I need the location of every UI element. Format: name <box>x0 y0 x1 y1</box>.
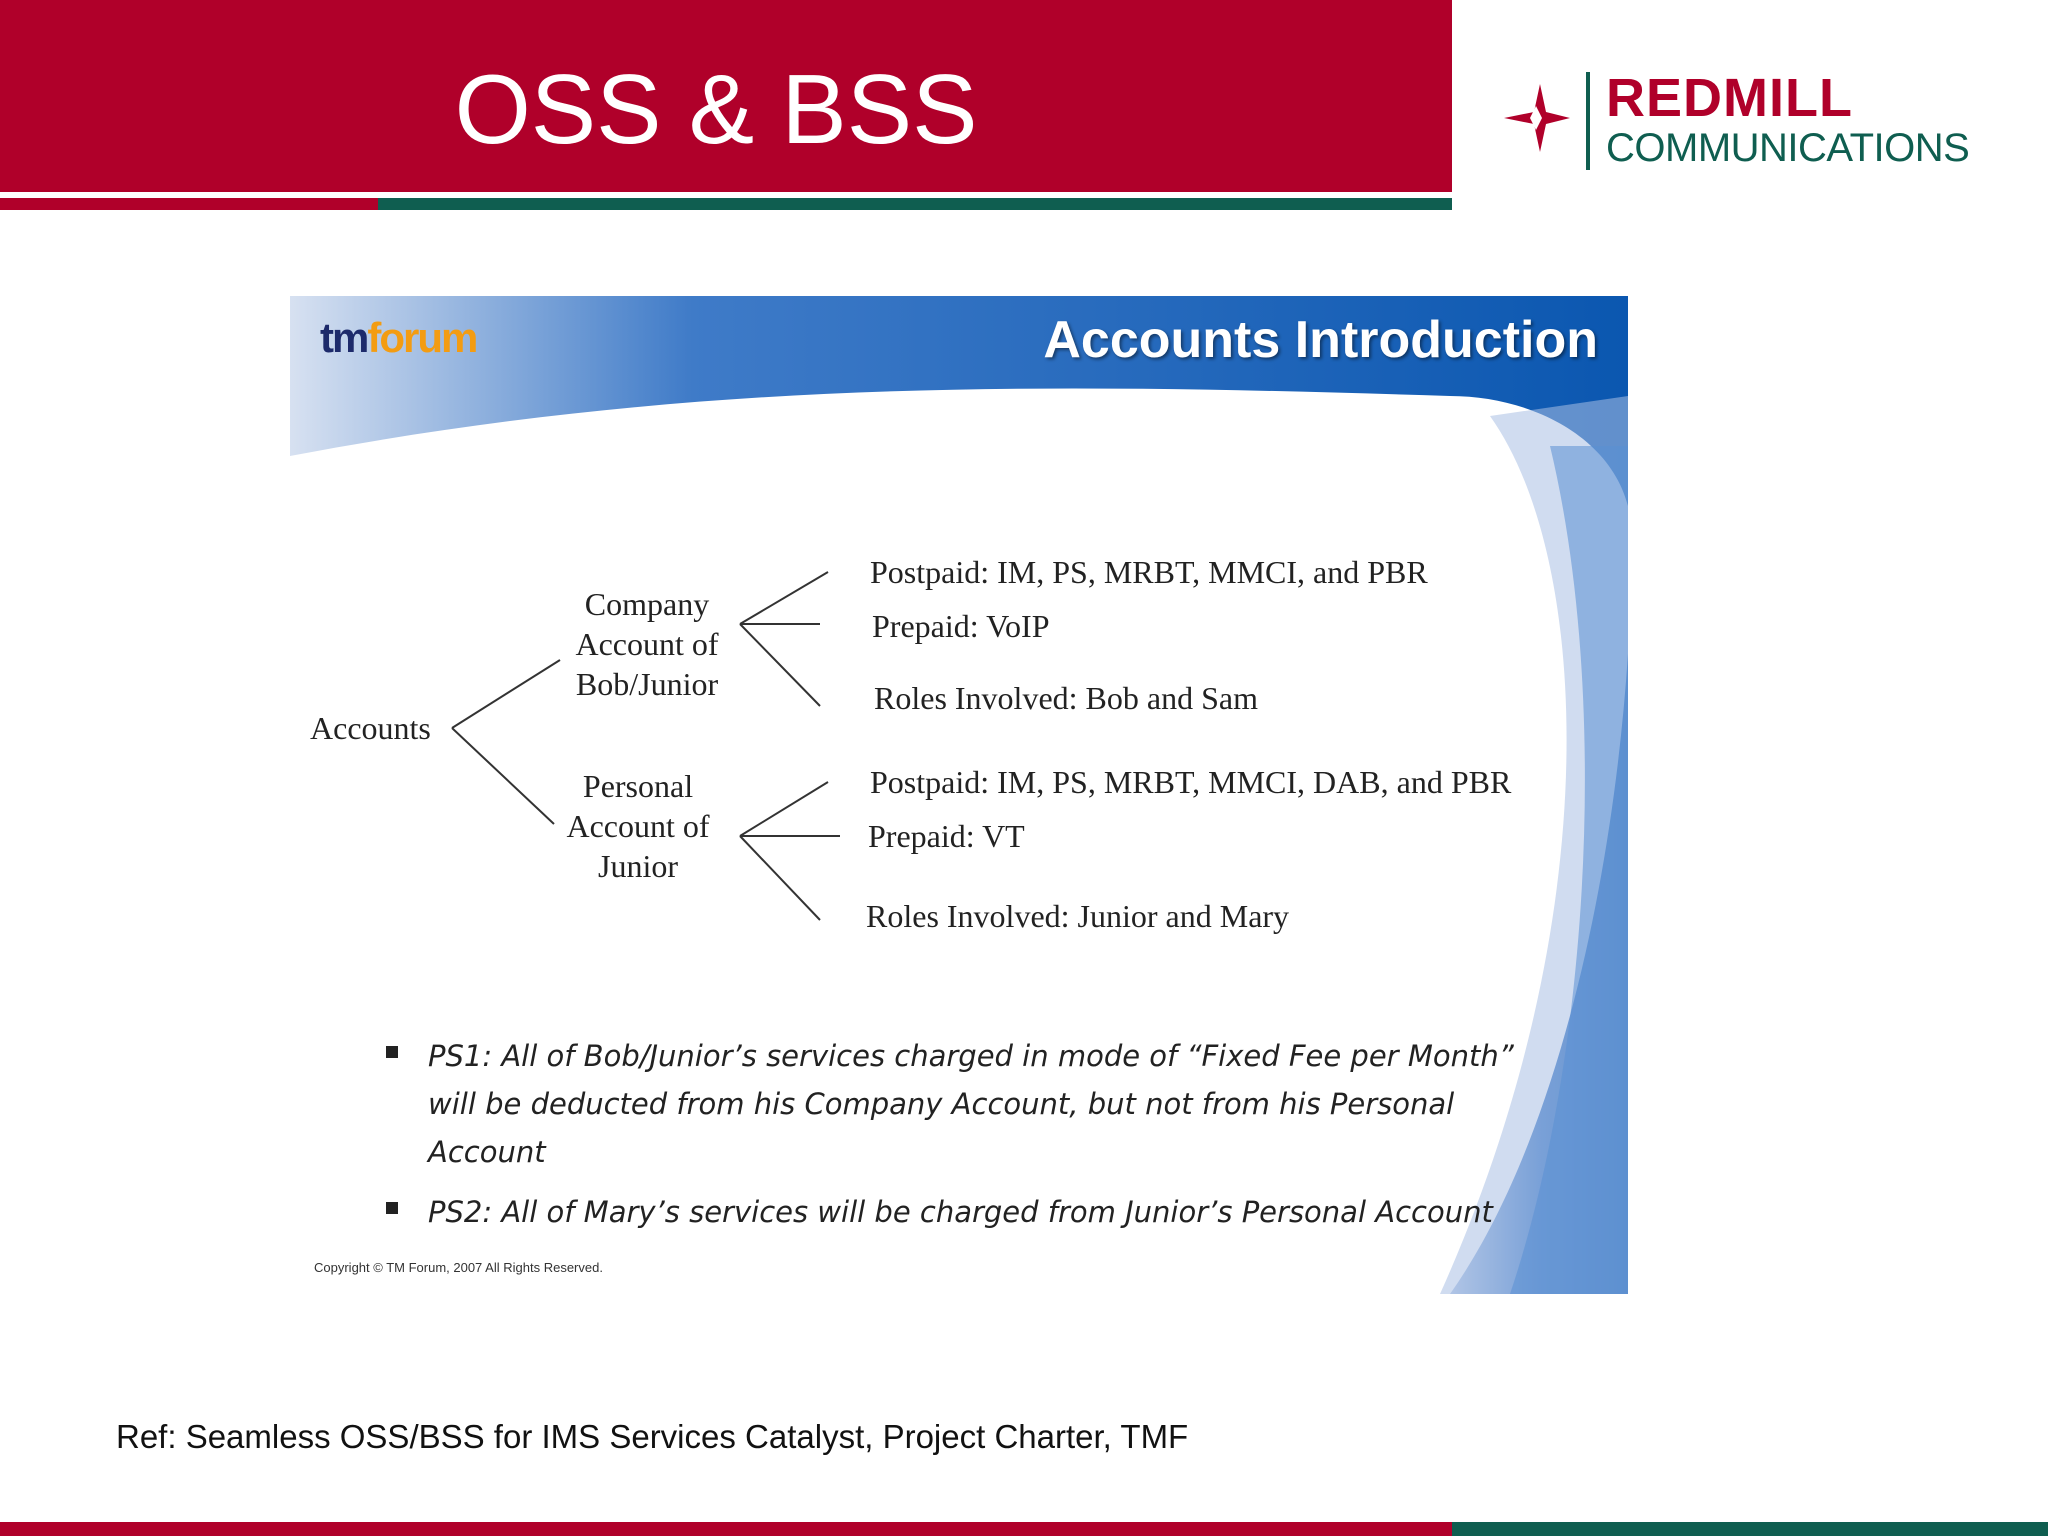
tree-leaf-company-roles: Roles Involved: Bob and Sam <box>874 680 1258 716</box>
tree-node-personal-account: Personal Account of Junior <box>566 768 710 884</box>
footer-accent-red <box>0 1522 1452 1536</box>
slide-bullet-list <box>386 1032 1536 1248</box>
tree-root-accounts: Accounts <box>310 710 431 746</box>
tree-leaf-personal-postpaid: Postpaid: IM, PS, MRBT, MMCI, DAB, and PBR <box>870 764 1512 800</box>
header-accent-red <box>0 198 378 210</box>
logo-text-communications: COMMUNICATIONS <box>1606 126 1970 170</box>
logo-text-redmill: REDMILL <box>1606 68 1853 128</box>
embedded-slide-image <box>290 296 1628 1294</box>
bullet-text: PS1: All of Bob/Junior’s services charged in mode of “Fixed Fee per Month” will be deducted from his Company Account, but not from his Personal Account <box>428 1039 1514 1169</box>
list-item <box>386 1188 1536 1236</box>
bullet-text: PS2: All of Mary’s services will be charged from Junior’s Personal Account <box>428 1195 1493 1229</box>
footer-accent-green <box>1452 1522 2048 1536</box>
redmill-logo <box>1500 68 1970 172</box>
tree-leaf-company-postpaid: Postpaid: IM, PS, MRBT, MMCI, and PBR <box>870 554 1428 590</box>
tree-leaf-personal-roles: Roles Involved: Junior and Mary <box>866 898 1290 934</box>
tmforum-tm: tm <box>320 314 368 361</box>
star-compass-icon <box>1500 82 1572 154</box>
logo-divider <box>1586 72 1590 170</box>
reference-text: Ref: Seamless OSS/BSS for IMS Services Catalyst, Project Charter, TMF <box>116 1418 1189 1455</box>
copyright-notice: Copyright © TM Forum, 2007 All Rights Reserved. <box>314 1260 603 1275</box>
tree-node-company-account: Company Account of Bob/Junior <box>575 586 719 702</box>
tmforum-forum: forum <box>367 314 477 361</box>
header-accent-green <box>378 198 1452 210</box>
tree-leaf-company-prepaid: Prepaid: VoIP <box>872 608 1050 644</box>
bullet-marker <box>386 1046 398 1058</box>
list-item <box>386 1032 1536 1176</box>
page-title: OSS & BSS <box>454 54 978 164</box>
slide-heading: Accounts Introduction <box>1043 311 1598 369</box>
bullet-marker <box>386 1202 398 1214</box>
tree-leaf-personal-prepaid: Prepaid: VT <box>868 818 1025 854</box>
